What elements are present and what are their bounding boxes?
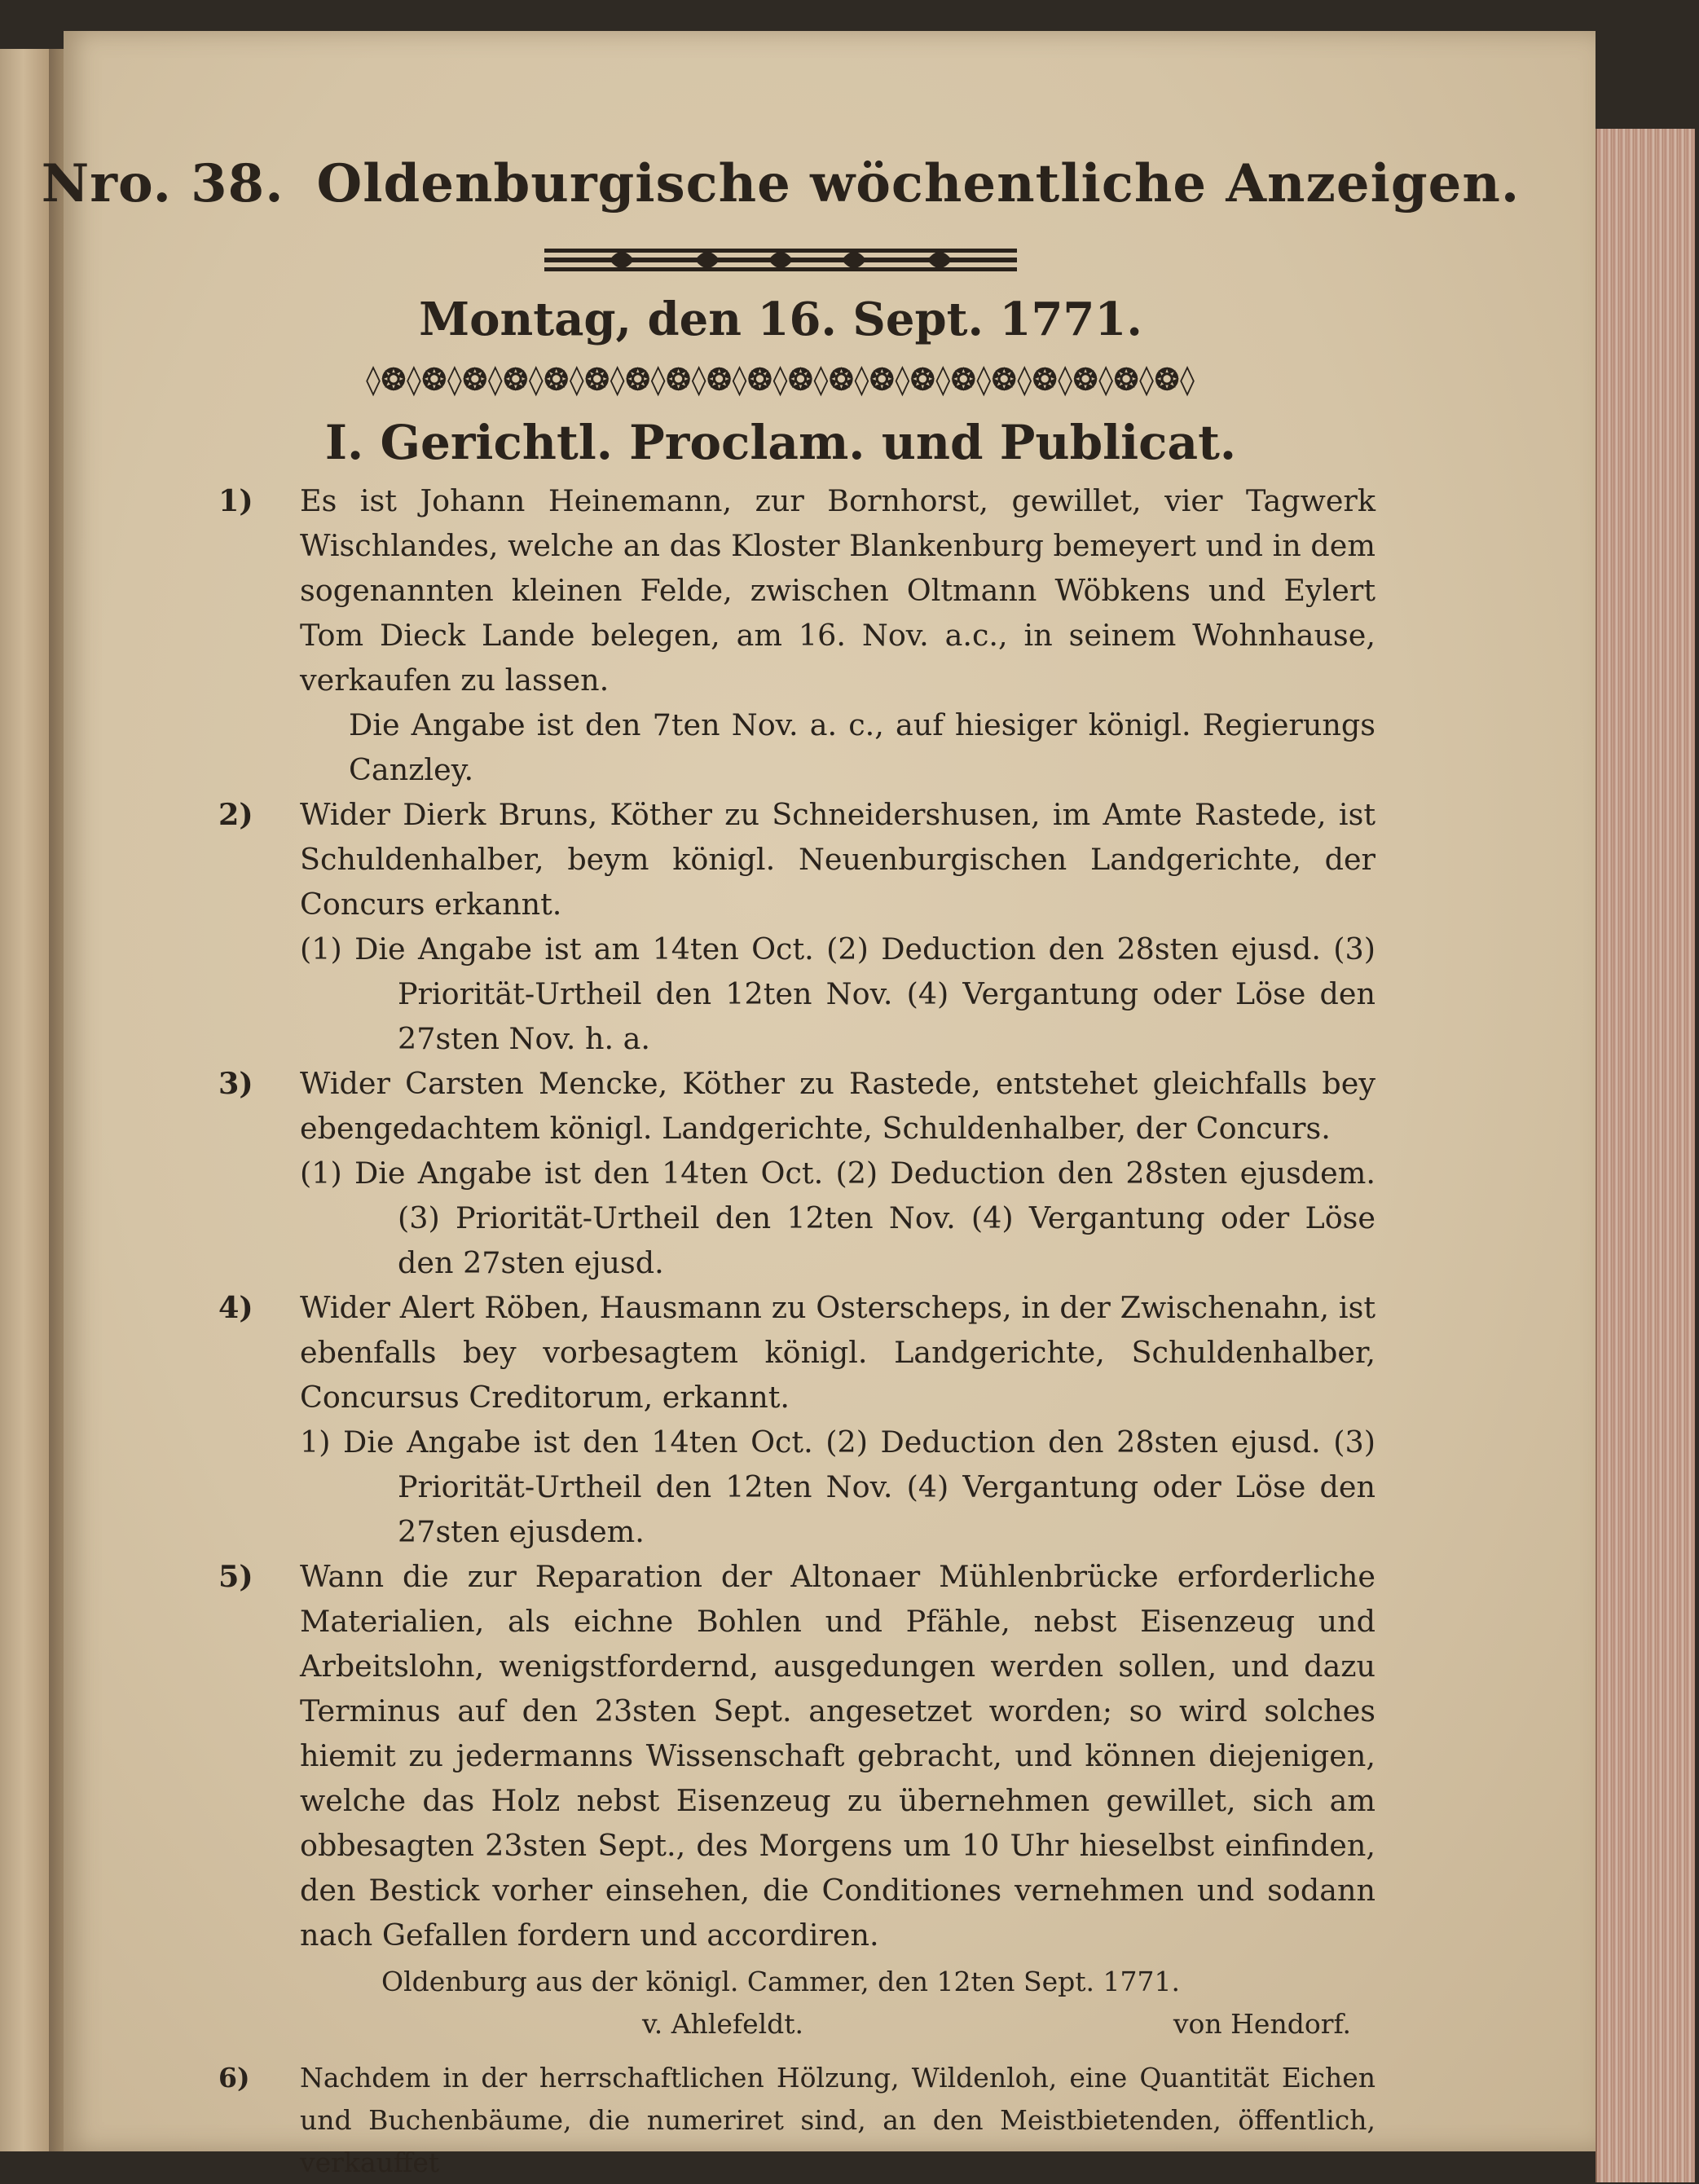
entry-text: Wider Dierk Bruns, Köther zu Schneidershusen, im Amte Rastede, ist Schuldenhalber, beym königl. Neuenburgischen Landgerichte, der Concurs erkannt. xyxy=(300,797,1375,922)
signature-place: Oldenburg aus der königl. Cammer, den 12ten Sept. 1771. xyxy=(381,1966,1180,1997)
section-heading: I. Gerichtl. Proclam. und Publicat. xyxy=(324,415,1237,470)
page-content xyxy=(41,153,1521,2184)
newspaper-page xyxy=(41,31,1596,2178)
entry-schedule xyxy=(300,1151,1375,1285)
page-edges xyxy=(1596,129,1695,2182)
entry-number: 1) xyxy=(218,483,253,518)
entry-text: Nachdem in der herrschaftlichen Hölzung, Wildenloh, eine Quantität Eichen und Buchenbäume, die numeriret sind, an den Meistbietenden, öffentlich, verkauffet xyxy=(300,2062,1375,2178)
entry-note: Die Angabe ist den 7ten Nov. a. c., auf hiesiger königl. Regierungs Canzley. xyxy=(349,707,1375,787)
signer-hendorf: von Hendorf. xyxy=(1173,2008,1351,2040)
entry-text: Wider Carsten Mencke, Köther zu Rastede, entstehet gleichfalls bey ebengedachtem königl. Landgerichte, Schuldenhalber, der Concurs. xyxy=(300,1066,1375,1146)
issue-number: Nro. 38. xyxy=(41,153,284,214)
notice-entry-2 xyxy=(186,792,1375,1061)
schedule-text: 1) Die Angabe ist den 14ten Oct. (2) Deduction den 28sten ejusd. (3) Priorität-Urtheil den 12ten Nov. (4) Vergantung oder Löse den 27sten ejusdem. xyxy=(300,1424,1375,1549)
entry-number: 3) xyxy=(218,1066,253,1101)
notice-entry-4 xyxy=(186,1285,1375,1554)
signers xyxy=(186,2003,1375,2045)
entry-text: Wann die zur Reparation der Altonaer Mühlenbrücke erforderliche Materialien, als eichne Bohlen und Pfähle, nebst Eisenzeug und Arbeitslohn, wenigstfordernd, ausgedungen werden sollen, und dazu Terminus auf den 23sten Sept. angesetzet worden; so wird solches hiemit zu jedermanns Wissenschaft gebracht, und können diejenigen, welche das Holz nebst Eisenzeug zu übernehmen gewillet, sich am obbesagten 23sten Sept., des Morgens um 10 Uhr hieselbst einfinden, den Bestick vorher einsehen, die Conditiones vernehmen und sodann nach Gefallen fordern und accordiren. xyxy=(300,1559,1375,1953)
entry-number: 4) xyxy=(218,1290,253,1325)
newspaper-title: Oldenburgische wöchentliche Anzeigen. xyxy=(316,153,1521,214)
entry-number: 6) xyxy=(218,2062,250,2094)
signer-ahlefeldt: v. Ahlefeldt. xyxy=(642,2008,804,2040)
notice-entry-1 xyxy=(186,478,1375,792)
masthead xyxy=(41,153,1521,214)
entry-number: 2) xyxy=(218,797,253,832)
ornament-rule-icon xyxy=(544,242,1017,278)
entry-number: 5) xyxy=(218,1559,253,1594)
entry-text: Es ist Johann Heinemann, zur Bornhorst, gewillet, vier Tagwerk Wischlandes, welche an das Kloster Blankenburg bemeyert und in dem sogenannten kleinen Felde, zwischen Oltmann Wöbkens und Eylert Tom Dieck Lande belegen, am 16. Nov. a.c., in seinem Wohnhause, verkaufen zu lassen. xyxy=(300,483,1375,698)
notice-entry-6 xyxy=(186,2057,1375,2184)
schedule-text: (1) Die Angabe ist am 14ten Oct. (2) Deduction den 28sten ejusd. (3) Priorität-Urtheil den 12ten Nov. (4) Vergantung oder Löse den 27sten Nov. h. a. xyxy=(300,931,1375,1056)
decorative-border: ◊❂◊❂◊❂◊❂◊❂◊❂◊❂◊❂◊❂◊❂◊❂◊❂◊❂◊❂◊❂◊❂◊❂◊❂◊❂◊❂◊ xyxy=(366,363,1195,397)
notice-entry-3 xyxy=(186,1061,1375,1285)
entry-schedule xyxy=(300,927,1375,1061)
schedule-text: (1) Die Angabe ist den 14ten Oct. (2) Deduction den 28sten ejusdem. (3) Priorität-Urtheil den 12ten Nov. (4) Vergantung oder Löse den 27sten ejusd. xyxy=(300,1156,1375,1280)
issue-date: Montag, den 16. Sept. 1771. xyxy=(419,293,1142,346)
entry-text: Wider Alert Röben, Hausmann zu Osterscheps, in der Zwischenahn, ist ebenfalls bey vorbesagtem königl. Landgerichte, Schuldenhalber, Concursus Creditorum, erkannt. xyxy=(300,1290,1375,1415)
notice-entry-5 xyxy=(186,1554,1375,1957)
entry-schedule xyxy=(300,1420,1375,1554)
